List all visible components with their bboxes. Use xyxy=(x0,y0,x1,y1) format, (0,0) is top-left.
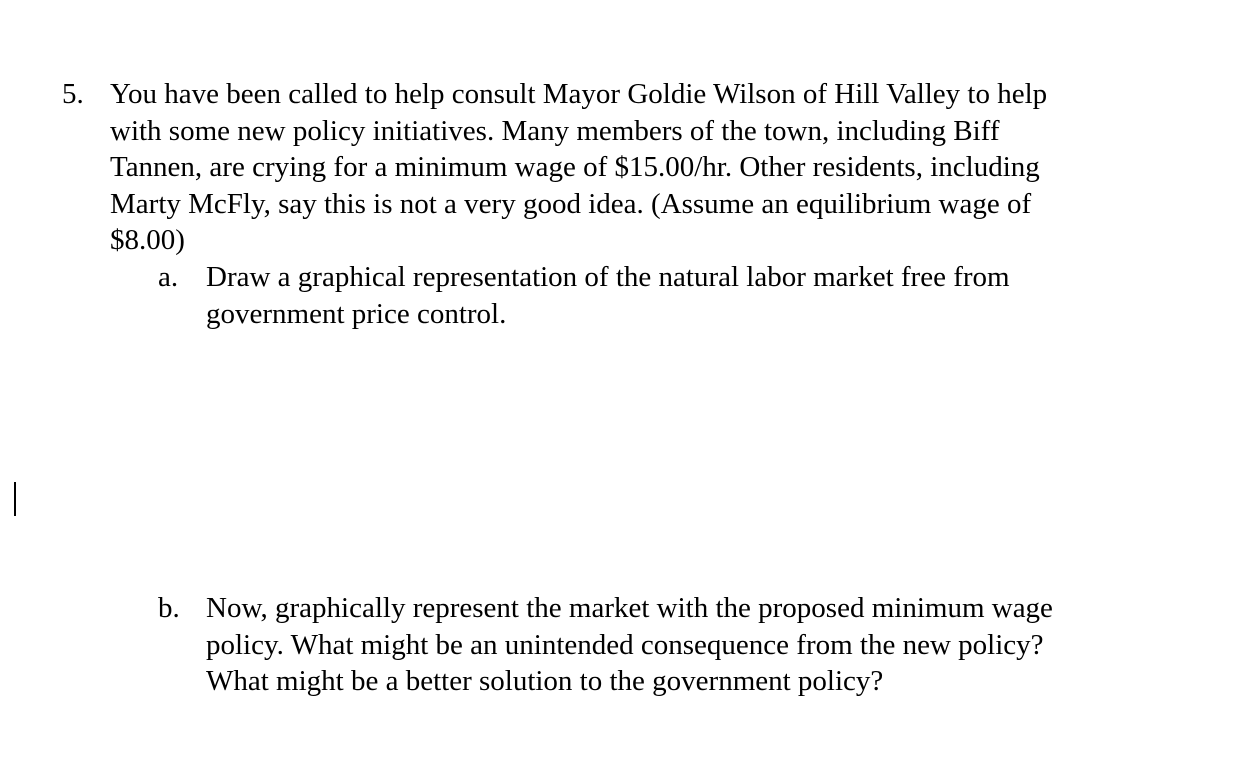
sub-question-letter: b. xyxy=(158,592,180,624)
sub-question-letter: a. xyxy=(158,261,179,293)
sub-question-text-line: government price control. xyxy=(206,297,507,330)
sub-question-text xyxy=(206,259,1166,332)
question-text xyxy=(110,76,1175,259)
sub-question-text-line: Draw a graphical representation of the natural labor market free from xyxy=(206,261,1010,293)
question-text-line: You have been called to help consult Mayor Goldie Wilson of Hill Valley to help xyxy=(110,78,1048,110)
sub-question-text-line: What might be a better solution to the government policy? xyxy=(206,665,884,697)
sub-question-text xyxy=(206,590,1166,700)
question-text-line: $8.00) xyxy=(110,224,185,256)
text-cursor xyxy=(14,482,16,516)
question-text-line: with some new policy initiatives. Many members of the town, including Biff xyxy=(110,114,1000,147)
sub-question-text-line: Now, graphically represent the market with the proposed minimum wage xyxy=(206,592,1053,624)
question-text-line: Marty McFly, say this is not a very good idea. (Assume an equilibrium wage of xyxy=(110,187,1032,220)
sub-question-text-line: policy. What might be an unintended consequence from the new policy? xyxy=(206,628,1044,661)
question-number: 5. xyxy=(62,78,84,110)
question-text-line: Tannen, are crying for a minimum wage of $15.00/hr. Other residents, including xyxy=(110,151,1040,183)
